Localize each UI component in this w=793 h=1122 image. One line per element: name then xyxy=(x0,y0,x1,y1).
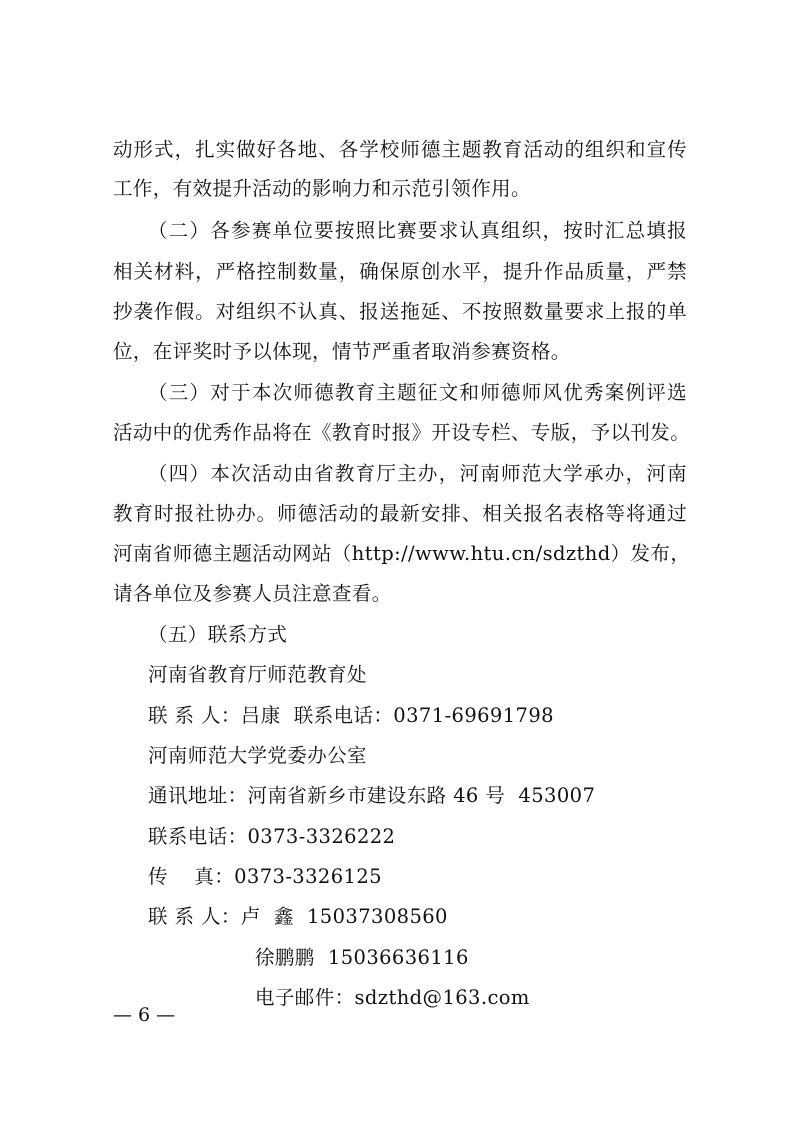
contact-org-1: 河南省教育厅师范教育处 xyxy=(148,663,367,686)
contact-email: 电子邮件：sdzthd@163.com xyxy=(255,986,530,1009)
body-line-4: 相关材料，严格控制数量，确保原创水平，提升作品质量，严禁 xyxy=(113,260,687,283)
body-line-10: 教育时报社协办。师德活动的最新安排、相关报名表格等将通过 xyxy=(113,502,687,525)
body-line-9: （四）本次活动由省教育厅主办，河南师范大学承办，河南 xyxy=(148,462,687,485)
contact-org-1-person: 联 系 人：吕康 联系电话：0371-69691798 xyxy=(148,704,554,727)
body-line-1: 动形式，扎实做好各地、各学校师德主题教育活动的组织和宣传 xyxy=(113,138,687,161)
body-line-5: 抄袭作假。对组织不认真、报送拖延、不按照数量要求上报的单 xyxy=(113,300,687,323)
body-line-11: 河南省师德主题活动网站（http://www.htu.cn/sdzthd）发布， xyxy=(113,542,691,565)
contact-fax: 传 真：0373-3326125 xyxy=(148,865,382,888)
contact-person-2: 徐鹏鹏 15036636116 xyxy=(255,946,469,969)
body-line-2: 工作，有效提升活动的影响力和示范引领作用。 xyxy=(113,177,531,200)
body-line-3: （二）各参赛单位要按照比赛要求认真组织，按时汇总填报 xyxy=(148,219,687,242)
body-line-6: 位，在评奖时予以体现，情节严重者取消参赛资格。 xyxy=(113,340,571,363)
contact-person-1: 联 系 人：卢 鑫 15037308560 xyxy=(148,905,448,928)
body-line-8: 活动中的优秀作品将在《教育时报》开设专栏、专版，予以刊发。 xyxy=(113,421,691,444)
body-line-7: （三）对于本次师德教育主题征文和师德师风优秀案例评选 xyxy=(148,381,687,404)
contact-org-2: 河南师范大学党委办公室 xyxy=(148,744,367,767)
contact-phone: 联系电话：0373-3326222 xyxy=(148,825,396,848)
contact-address: 通讯地址：河南省新乡市建设东路 46 号 453007 xyxy=(148,784,596,807)
section-heading-contact: （五）联系方式 xyxy=(148,623,288,646)
page-number: — 6 — xyxy=(113,1004,176,1026)
body-line-12: 请各单位及参赛人员注意查看。 xyxy=(113,582,392,605)
